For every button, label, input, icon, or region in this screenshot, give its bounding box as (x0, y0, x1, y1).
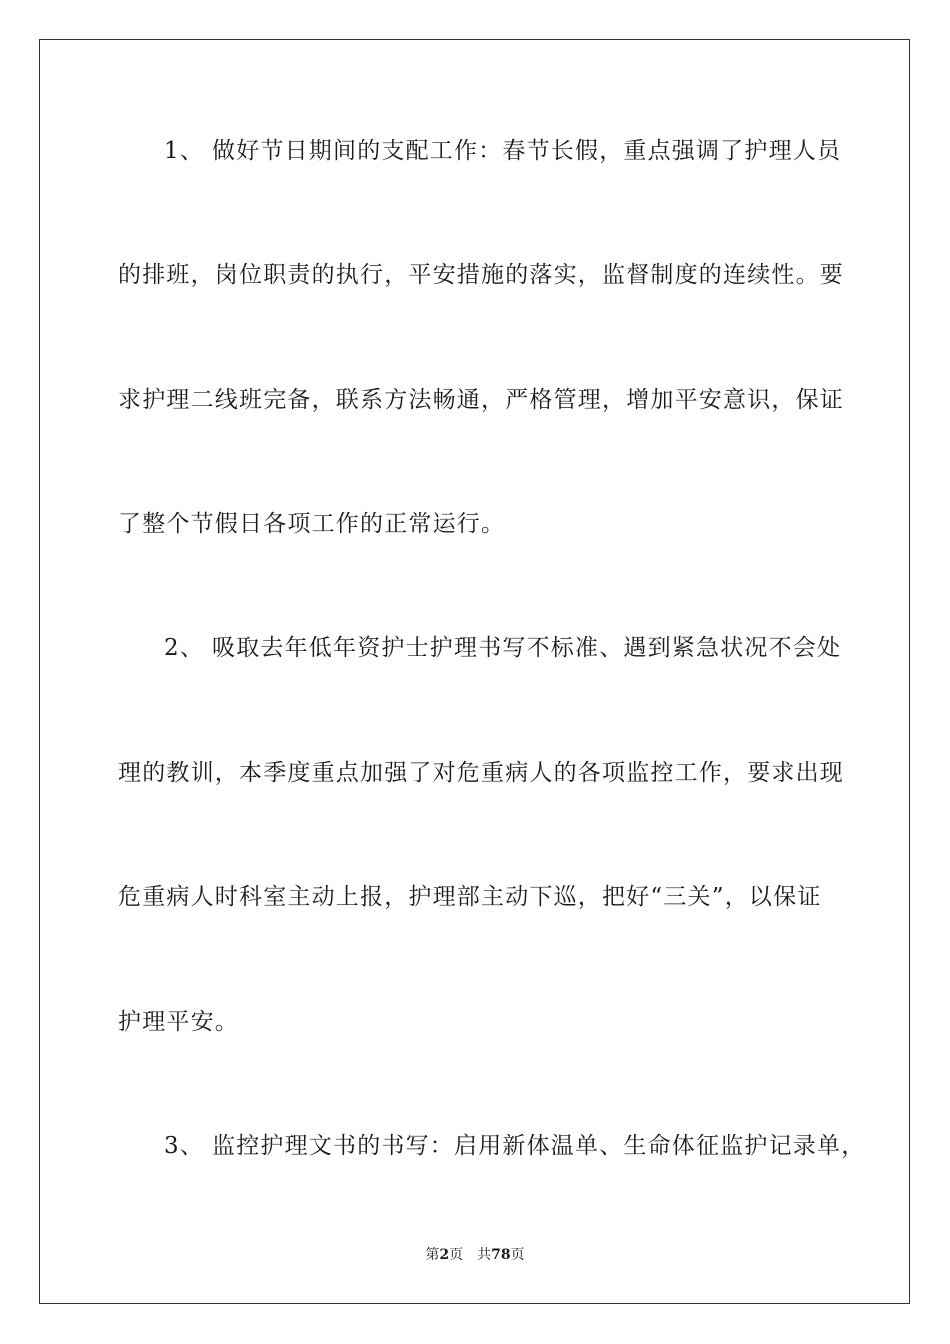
paragraph-2-line-4: 护理平安。 (118, 1009, 239, 1035)
paragraph-3-text: 监控护理文书的书写：启用新体温单、生命体征监护记录单， (212, 1133, 866, 1159)
total-suffix: 页 (510, 1247, 525, 1263)
paragraph-3-number: 3、 (164, 1133, 205, 1159)
page-suffix: 页 (449, 1247, 464, 1263)
paragraph-2-line-2: 理的教训，本季度重点加强了对危重病人的各项监控工作，要求出现 (118, 760, 844, 786)
page-number: 2 (439, 1247, 450, 1263)
paragraph-2-text: 吸取去年低年资护士护理书写不标准、遇到紧急状况不会处 (212, 635, 842, 661)
paragraph-1-number: 1、 (164, 138, 205, 164)
page-border (39, 39, 910, 1304)
paragraph-1-line-3: 求护理二线班完备，联系方法畅通，严格管理，增加平安意识，保证 (118, 387, 844, 413)
paragraph-2-line-3: 危重病人时科室主动上报，护理部主动下巡，把好“三关”，以保证 (118, 884, 822, 910)
paragraph-1-line-2: 的排班，岗位职责的执行，平安措施的落实，监督制度的连续性。要 (118, 262, 844, 288)
paragraph-3-line-1 (164, 1131, 878, 1161)
page-prefix: 第 (425, 1247, 440, 1263)
paragraph-1-line-4: 了整个节假日各项工作的正常运行。 (118, 511, 506, 537)
total-prefix: 共 (477, 1247, 492, 1263)
paragraph-1-line-1 (164, 136, 878, 166)
total-pages: 78 (491, 1247, 511, 1263)
paragraph-1-text: 做好节日期间的支配工作：春节长假，重点强调了护理人员 (212, 138, 842, 164)
page-footer (0, 1246, 950, 1264)
paragraph-2-number: 2、 (164, 635, 205, 661)
paragraph-2-line-1 (164, 633, 878, 663)
